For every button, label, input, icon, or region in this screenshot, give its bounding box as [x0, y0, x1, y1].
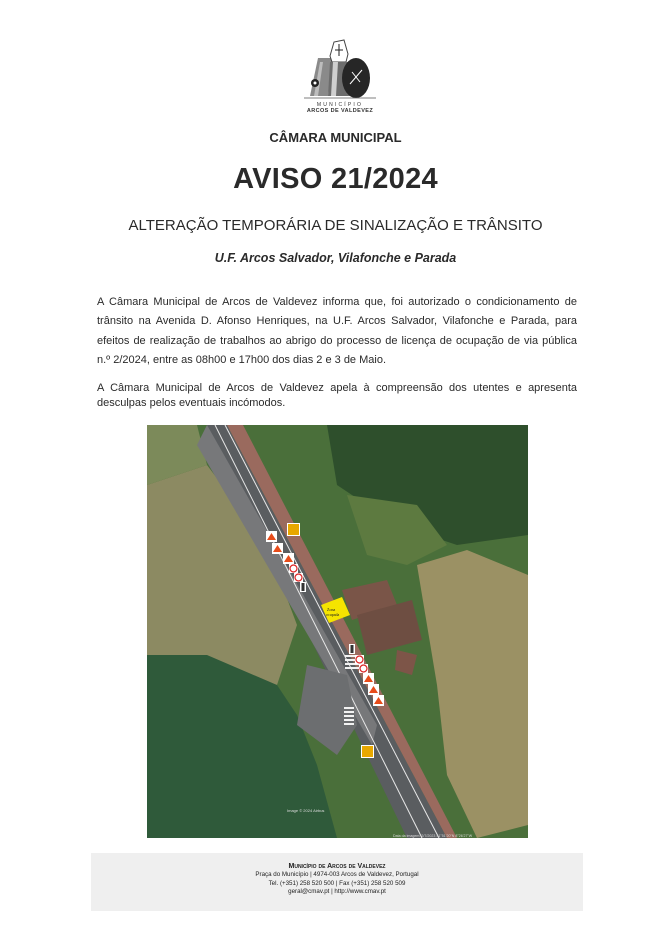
institution-heading: CÂMARA MUNICIPAL: [269, 130, 402, 145]
notice-subtitle: ALTERAÇÃO TEMPORÁRIA DE SINALIZAÇÃO E TRÂNSITO: [128, 217, 543, 234]
occupied-zone-label-1: Zona: [327, 607, 336, 612]
footer-address: Praça do Município | 4974-003 Arcos de Valdevez, Portugal: [255, 871, 419, 879]
map-attribution-right: Data da imagem: 2/7/2023 41°51'20"N 8°26'27"W: [393, 834, 473, 838]
occupied-zone-label-2: ocupada: [326, 612, 340, 617]
road-works-sign-icon-2: [361, 745, 374, 758]
notice-title: AVISO 21/2024: [233, 163, 438, 195]
satellite-map: [147, 425, 528, 838]
footer-phone: Tel. (+351) 258 520 500 | Fax (+351) 258 520 509: [268, 879, 406, 887]
road-works-sign-icon: [287, 523, 300, 536]
footer-contact[interactable]: geral@cmav.pt | http://www.cmav.pt: [288, 887, 386, 895]
notice-paragraph-1: A Câmara Municipal de Arcos de Valdevez informa que, foi autorizado o condicionamento de trânsito na Avenida D. Afonso Henriques, na U.F. Arcos Salvador, Vilafonche e Parada, para efeitos de realização de trabalhos ao abrigo do processo de licença de ocupação de via pública n.º 2/2024, entre as 08h00 e 17h00 dos dias 2 e 3 de Maio.: [97, 296, 577, 366]
page-footer: [91, 853, 583, 911]
traffic-light-sign-icon: [300, 582, 306, 592]
notice-location: U.F. Arcos Salvador, Vilafonche e Parada: [214, 251, 457, 265]
coat-of-arms-icon: [300, 36, 380, 102]
notice-paragraph-2: A Câmara Municipal de Arcos de Valdevez apela à compreensão dos utentes e apresenta desculpas pelos eventuais incómodos.: [97, 382, 577, 409]
logo-caption-arcos: ARCOS DE VALDEVEZ: [306, 108, 374, 114]
logo-caption-municipio: MUNICÍPIO: [316, 102, 364, 108]
map-attribution-left: Image © 2024 Airbus: [287, 808, 325, 813]
footer-organization: Município de Arcos de Valdevez: [288, 863, 386, 870]
traffic-light-sign-icon-2: [349, 644, 355, 654]
